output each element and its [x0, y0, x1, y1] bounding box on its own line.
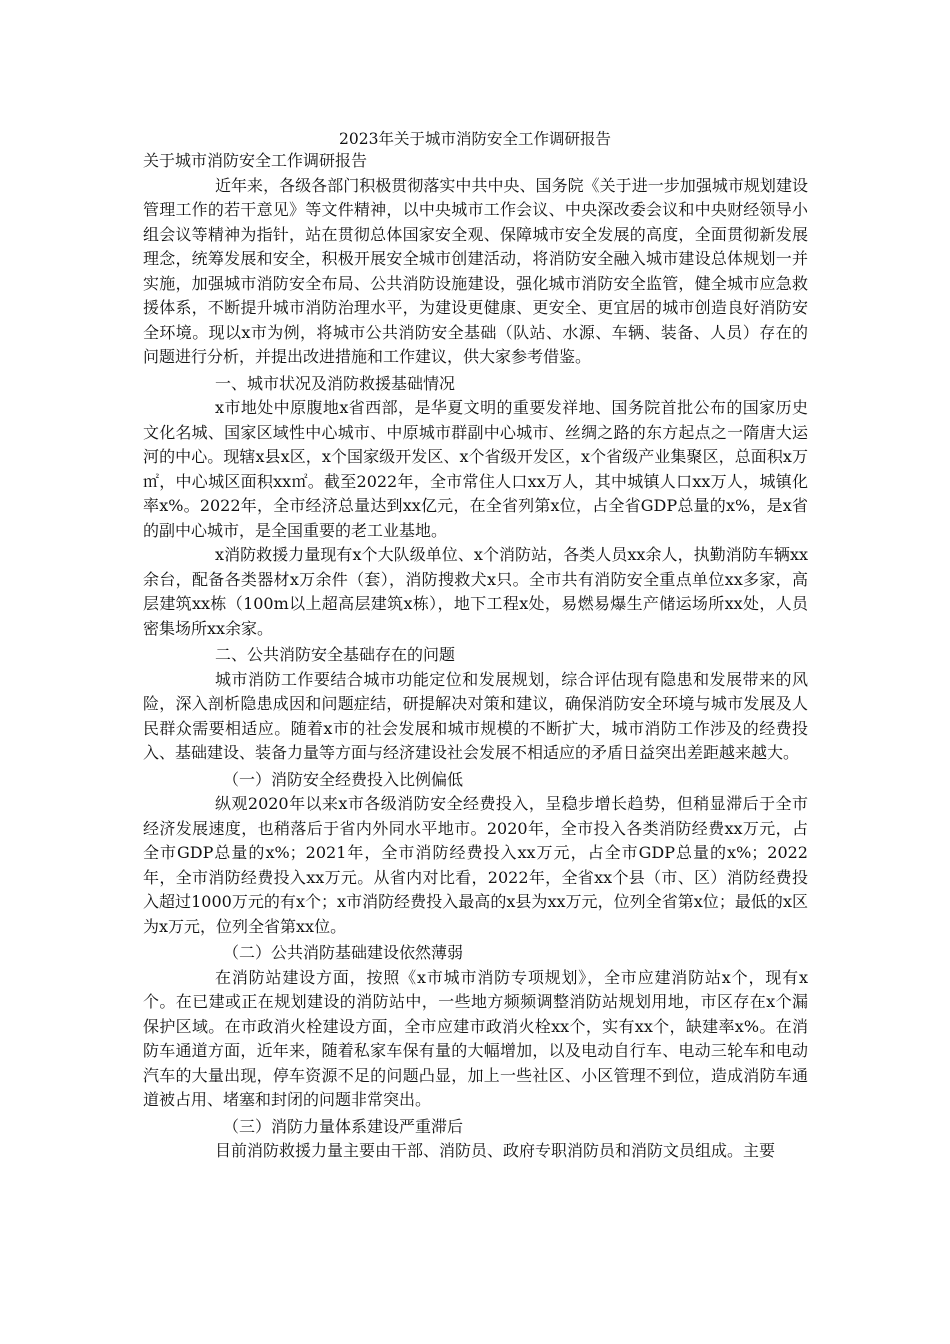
- section-1-heading: 一、城市状况及消防救援基础情况: [215, 373, 456, 393]
- section-1-paragraph-1: x市地处中原腹地x省西部，是华夏文明的重要发祥地、国务院首批公布的国家历史文化名城、国家区域性中心城市、中原城市群副中心城市、丝绸之路的东方起点之一隋唐大运河的中心。现辖x县x区，x个国家级开发区、x个省级开发区，x个省级产业集聚区，总面积x万㎡，中心城区面积xx㎡。截至2022年，全市常住人口xx万人，其中城镇人口xx万人，城镇化率x%。2022年，全市经济总量达到xx亿元，在全省列第x位，占全省GDP总量的x%，是x省的副中心城市，是全国重要的老工业基地。: [143, 398, 808, 540]
- subsection-1-heading: （一）消防安全经费投入比例偏低: [223, 769, 464, 789]
- document-title: 2023年关于城市消防安全工作调研报告: [339, 130, 611, 148]
- subsection-2-paragraph: 在消防站建设方面，按照《x市城市消防专项规划》，全市应建消防站x个，现有x个。在已建或正在规划建设的消防站中，一些地方频频调整消防站规划用地，市区存在x个漏保护区域。在市政消火栓建设方面，全市应建市政消火栓xx个，实有xx个，缺建率x%。在消防车通道方面，近年来，随着私家车保有量的大幅增加，以及电动自行车、电动三轮车和电动汽车的大量出现，停车资源不足的问题凸显，加上一些社区、小区管理不到位，造成消防车通道被占用、堵塞和封闭的问题非常突出。: [143, 967, 808, 1109]
- section-2-heading: 二、公共消防安全基础存在的问题: [215, 645, 456, 664]
- intro-paragraph: 近年来，各级各部门积极贯彻落实中共中央、国务院《关于进一步加强城市规划建设管理工作的若干意见》等文件精神，以中央城市工作会议、中央深改委会议和中央财经领导小组会议等精神为指针，站在贯彻总体国家安全观、保障城市安全发展的高度，全面贯彻新发展理念，统筹发展和安全，积极开展安全城市创建活动，将消防安全融入城市建设总体规划一并实施，加强城市消防安全布局、公共消防设施建设，强化城市消防安全监管，健全城市应急救援体系，不断提升城市消防治理水平，为建设更健康、更安全、更宜居的城市创造良好消防安全环境。现以x市为例，将城市公共消防安全基础（队站、水源、车辆、装备、人员）存在的问题进行分析，并提出改进措施和工作建议，供大家参考借鉴。: [143, 175, 808, 366]
- subsection-3-paragraph: 目前消防救援力量主要由干部、消防员、政府专职消防员和消防文员组成。主要: [215, 1141, 776, 1160]
- subsection-1-paragraph: 纵观2020年以来x市各级消防安全经费投入，呈稳步增长趋势，但稍显滞后于全市经济发展速度，也稍落后于省内外同水平地市。2020年，全市投入各类消防经费xx万元，占全市GDP总量的x%；2021年，全市消防经费投入xx万元，占全市GDP总量的x%；2022年，全市消防经费投入xx万元。从省内对比看，2022年，全省xx个县（市、区）消防经费投入超过1000万元的有x个；x市消防经费投入最高的x县为xx万元，位列全省第x位；最低的x区为x万元，位列全省第xx位。: [143, 794, 808, 936]
- subsection-2-heading: （二）公共消防基础建设依然薄弱: [223, 943, 464, 962]
- section-2-paragraph-1: 城市消防工作要结合城市功能定位和发展规划，综合评估现有隐患和发展带来的风险，深入剖析隐患成因和问题症结，研提解决对策和建议，确保消防安全环境与城市发展及人民群众需要相适应。随着x市的社会发展和城市规模的不断扩大，城市消防工作涉及的经费投入、基础建设、装备力量等方面与经济建设社会发展不相适应的矛盾日益突出差距越来越大。: [143, 669, 808, 762]
- section-1-paragraph-2: x消防救援力量现有x个大队级单位、x个消防站，各类人员xx余人，执勤消防车辆xx余台，配备各类器材x万余件（套），消防搜救犬x只。全市共有消防安全重点单位xx多家，高层建筑xx栋（100m以上超高层建筑x栋），地下工程x处，易燃易爆生产储运场所xx处，人员密集场所xx余家。: [143, 545, 808, 638]
- subsection-3-heading: （三）消防力量体系建设严重滞后: [223, 1116, 464, 1136]
- document-subtitle: 关于城市消防安全工作调研报告: [143, 151, 368, 170]
- document-body: [143, 149, 808, 1164]
